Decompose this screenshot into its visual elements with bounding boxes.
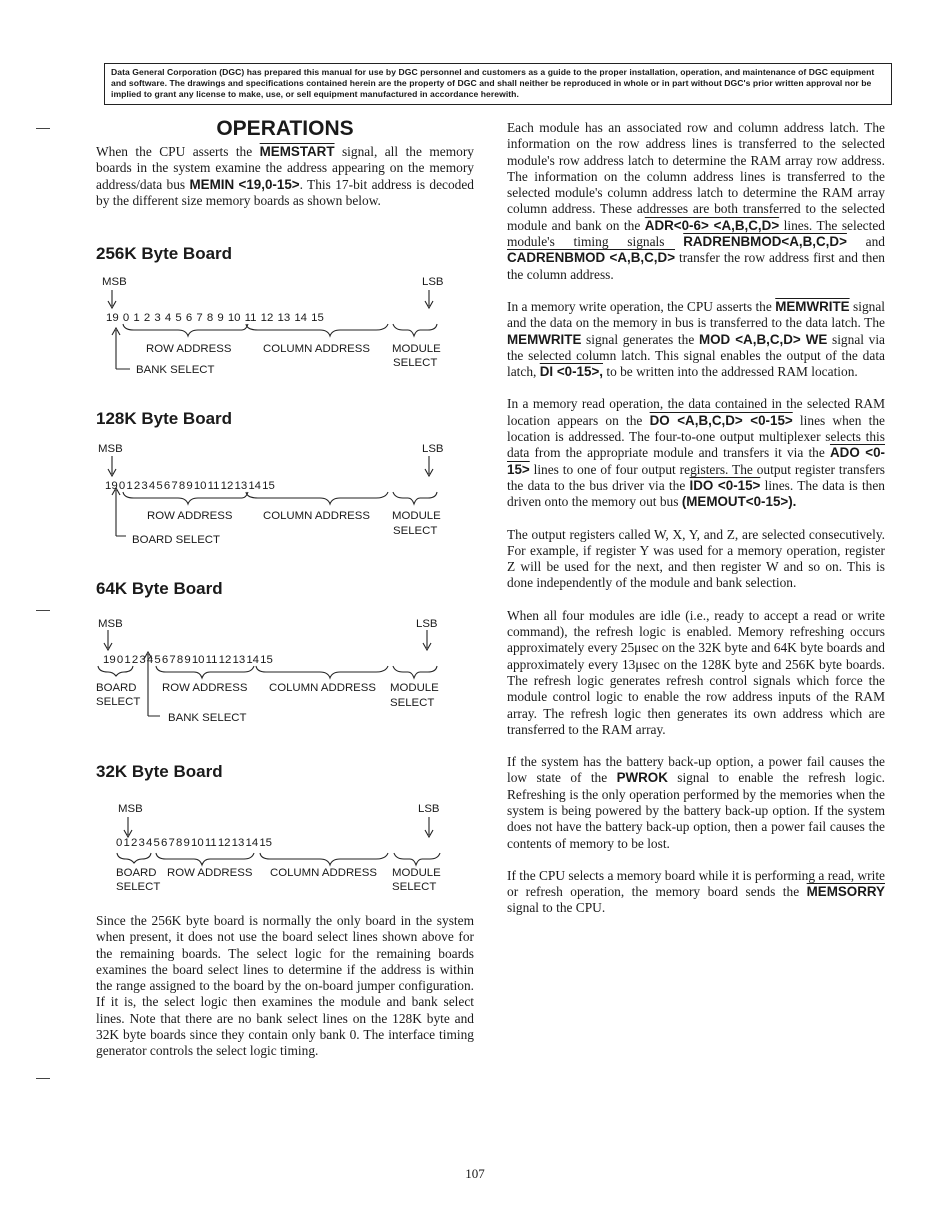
- bank-select-label: BANK SELECT: [136, 364, 215, 376]
- margin-mark: [36, 610, 50, 611]
- lsb-label: LSB: [422, 443, 444, 455]
- row-address-label: ROW ADDRESS: [167, 867, 253, 879]
- module-select-label: MODULE: [392, 867, 441, 879]
- msb-label: MSB: [98, 443, 123, 455]
- msb-label: MSB: [98, 618, 123, 630]
- module-select-label-2: SELECT: [392, 881, 437, 893]
- msb-label: MSB: [102, 276, 127, 288]
- page-number: 107: [465, 1166, 485, 1181]
- paragraph-memsorry: If the CPU selects a memory board while it is performing a read, write or refresh operation, the memory board sends the MEMSORRY signal to the CPU.: [507, 867, 885, 916]
- page-title: OPERATIONS: [216, 117, 354, 140]
- board-select-label: BOARD: [96, 682, 137, 694]
- column-address-label: COLUMN ADDRESS: [269, 682, 376, 694]
- bank-select-label: BANK SELECT: [168, 712, 247, 724]
- board-heading-64k: 64K Byte Board: [96, 579, 223, 598]
- module-select-label: MODULE: [392, 510, 441, 522]
- column-address-label: COLUMN ADDRESS: [270, 867, 377, 879]
- board-heading-32k: 32K Byte Board: [96, 762, 223, 781]
- module-select-label-2: SELECT: [390, 697, 435, 709]
- module-select-label: MODULE: [392, 343, 441, 355]
- row-address-label: ROW ADDRESS: [162, 682, 248, 694]
- column-address-label: COLUMN ADDRESS: [263, 343, 370, 355]
- paragraph-output-registers: The output registers called W, X, Y, and Z, are selected consecutively. For example, if register Y was used for a memory operation, register Z will be used for the next, and then register W and so on. This is done independently of the module and bank selection.: [507, 526, 885, 591]
- row-address-label: ROW ADDRESS: [146, 343, 232, 355]
- paragraph-address-latch: Each module has an associated row and column address latch. The information on the row address lines is transferred to the selected module's row address latch to determine the RAM array row address. The information on the column address lines is transferred to the selected module's column address latch to determine the RAM array column address. These addresses are both transferred to the selected module and bank on the ADR<0-6> <A,B,C,D> lines. The selected module's timing signals RADRENBMOD<A,B,C,D> and CADRENBMOD <A,B,C,D> transfer the row address first and then the column address.: [507, 120, 885, 282]
- margin-mark: [36, 1078, 50, 1079]
- paragraph-battery-backup: If the system has the battery back-up option, a power fail causes the low state of the PWROK signal to enable the refresh logic. Refreshing is the only operation performed by the memories when the system is being powered by the battery back-up option. If the system does not have the battery back-up option, then a power fail causes the contents of memory to be lost.: [507, 754, 885, 851]
- address-diagram-32k: [114, 801, 454, 901]
- row-address-label: ROW ADDRESS: [147, 510, 233, 522]
- margin-mark: [36, 128, 50, 129]
- left-bottom-paragraph: Since the 256K byte board is normally the only board in the system when present, it does not use the board select lines shown above for the remaining boards. The select logic for the remaining boards examines the board select lines to determine if the address is within the range assigned to the board by the on-board jumper configuration. If it is, the select logic then examines the module and bank select lines. Note that there are no bank select lines on the 128K byte and 32K byte boards since they contain only bank 0. The interface timing generator controls the select logic timing.: [96, 913, 474, 1059]
- board-heading-128k: 128K Byte Board: [96, 409, 233, 428]
- column-address-label: COLUMN ADDRESS: [263, 510, 370, 522]
- lsb-label: LSB: [422, 276, 444, 288]
- module-select-label: MODULE: [390, 682, 439, 694]
- address-diagram-256k: [96, 272, 456, 382]
- address-diagram-128k: [96, 440, 456, 550]
- board-select-label: BOARD: [116, 867, 157, 879]
- right-column: [507, 120, 885, 933]
- address-diagram-64k: [96, 614, 456, 729]
- board-select-label-2: SELECT: [96, 696, 141, 708]
- left-column: [96, 116, 474, 209]
- bit-numbers: 19 0 1 2 3 4 5 6 7 8 9 10 11 12 13 14 15: [103, 654, 273, 666]
- board-select-label-2: SELECT: [116, 881, 161, 893]
- paragraph-write-operation: In a memory write operation, the CPU asserts the MEMWRITE signal and the data on the memory in bus is transferred to the data latch. The MEMWRITE signal generates the MOD <A,B,C,D> WE signal via the selected column latch. This signal enables the output of the data latch, DI <0-15>, to be written into the addressed RAM location.: [507, 298, 886, 380]
- module-select-label-2: SELECT: [393, 357, 438, 369]
- board-heading-256k: 256K Byte Board: [96, 244, 233, 263]
- copyright-notice: Data General Corporation (DGC) has prepared this manual for use by DGC personnel and customers as a guide to the proper installation, operation, and maintenance of DGC equipment and software. The drawings and specifications contained herein are the property of DGC and shall neither be reproduced in whole or in part without DGC's prior written approval nor be implied to grant any license to make, use, or sell equipment manufactured in accordance herewith.: [104, 63, 892, 105]
- lsb-label: LSB: [416, 618, 438, 630]
- bit-numbers: 19 0 1 2 3 4 5 6 7 8 9 10 11 12 13 14 15: [105, 480, 275, 492]
- module-select-label-2: SELECT: [393, 525, 438, 537]
- board-select-label: BOARD SELECT: [132, 534, 220, 546]
- paragraph-read-operation: In a memory read operation, the data contained in the selected RAM location appears on the DO <A,B,C,D> <0-15> lines when the location is addressed. The four-to-one output multiplexer selects this data from the appropriate module and transfers it via the ADO <0-15> lines to one of four output registers. The output register transfers the data to the bus driver via the IDO <0-15> lines. The data is then driven onto the memory out bus (MEMOUT<0-15>).: [507, 396, 885, 510]
- intro-paragraph: When the CPU asserts the MEMSTART signal, all the memory boards in the system examine the address appearing on the memory address/data bus MEMIN <19,0-15>. This 17-bit address is decoded by the different size memory boards as shown below.: [96, 144, 474, 208]
- paragraph-refresh: When all four modules are idle (i.e., ready to accept a read or write command), the refresh logic is enabled. Memory refreshing occurs approximately every 25μsec on the 32K byte and 64K byte boards and approximately every 13μsec on the 128K byte and 256K byte boards. The refresh logic generates refresh control signals which force the module control logic to enable the row address inputs of the RAM array. The refresh logic then generates its own address which are transferred to the RAM array.: [507, 607, 885, 737]
- lsb-label: LSB: [418, 803, 440, 815]
- msb-label: MSB: [118, 803, 143, 815]
- bit-numbers: 0 1 2 3 4 5 6 7 8 9 10 11 12 13 14 15: [116, 837, 272, 849]
- bit-numbers: 19 0 1 2 3 4 5 6 7 8 9 10 11 12 13 14 15: [106, 312, 324, 324]
